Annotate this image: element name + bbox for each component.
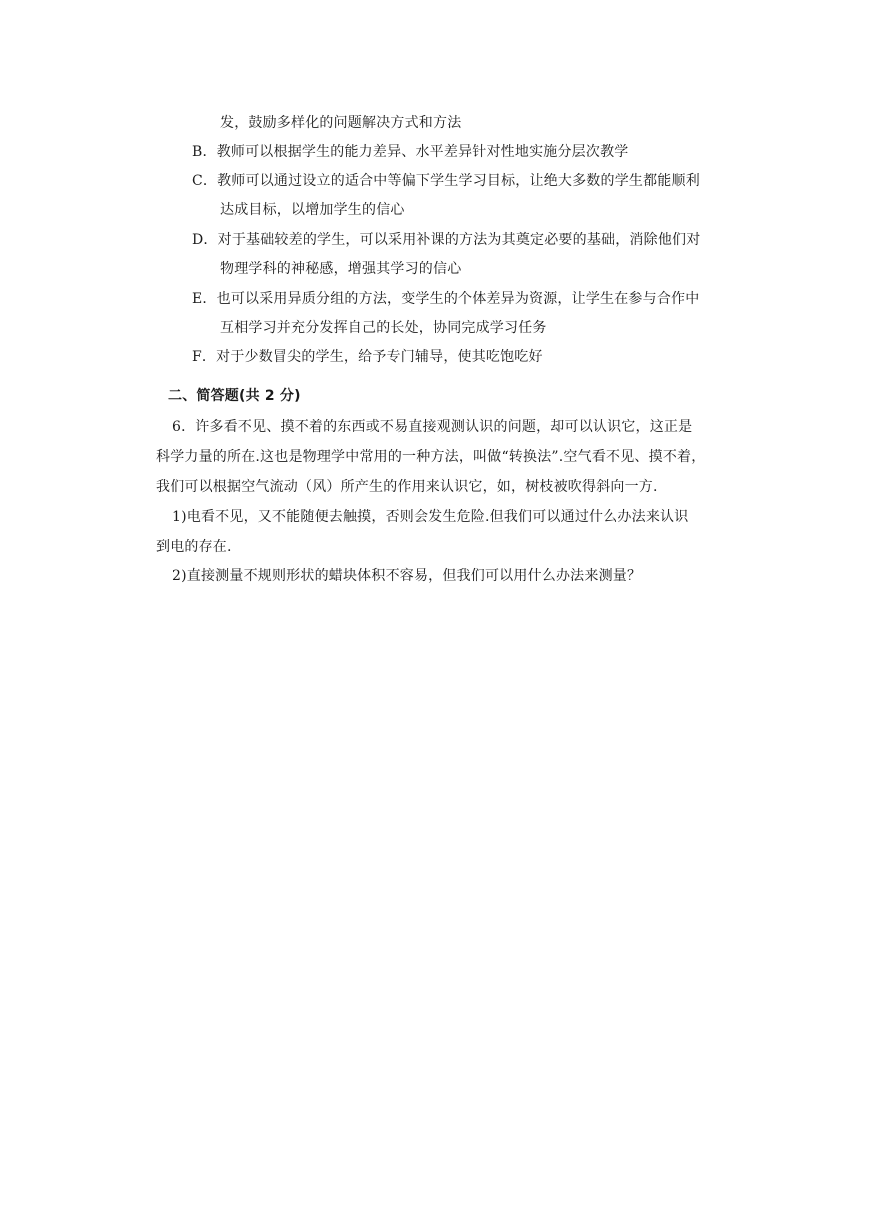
- option-f: F．对于少数冒尖的学生，给予专门辅导，使其吃饱吃好: [192, 349, 543, 365]
- option-e-line1: E．也可以采用异质分组的方法，变学生的个体差异为资源，让学生在参与合作中: [192, 291, 700, 307]
- section-heading: 二、简答题(共 2 分): [168, 388, 301, 404]
- subquestion-2: 2)直接测量不规则形状的蜡块体积不容易，但我们可以用什么办法来测量？: [172, 568, 642, 584]
- question-6-line2: 科学力量的所在.这也是物理学中常用的一种方法，叫做“转换法”.空气看不见、摸不着，: [156, 449, 706, 465]
- option-a-continued: 发，鼓励多样化的问题解决方式和方法: [220, 115, 462, 131]
- option-c-line1: C．教师可以通过设立的适合中等偏下学生学习目标，让绝大多数的学生都能顺利: [192, 173, 700, 189]
- question-6-line1: 6．许多看不见、摸不着的东西或不易直接观测认识的问题，却可以认识它，这正是: [172, 419, 693, 435]
- subquestion-1-line1: 1)电看不见，又不能随便去触摸，否则会发生危险.但我们可以通过什么办法来认识: [172, 509, 689, 525]
- option-d-line2: 物理学科的神秘感，增强其学习的信心: [220, 261, 462, 277]
- option-e-line2: 互相学习并充分发挥自己的长处，协同完成学习任务: [220, 320, 547, 336]
- option-c-line2: 达成目标，以增加学生的信心: [220, 202, 405, 218]
- option-b: B．教师可以根据学生的能力差异、水平差异针对性地实施分层次教学: [192, 144, 629, 160]
- option-d-line1: D．对于基础较差的学生，可以采用补课的方法为其奠定必要的基础，消除他们对: [192, 232, 701, 248]
- question-6-line3: 我们可以根据空气流动（风）所产生的作用来认识它，如，树枝被吹得斜向一方.: [156, 479, 658, 495]
- subquestion-1-line2: 到电的存在.: [156, 539, 232, 555]
